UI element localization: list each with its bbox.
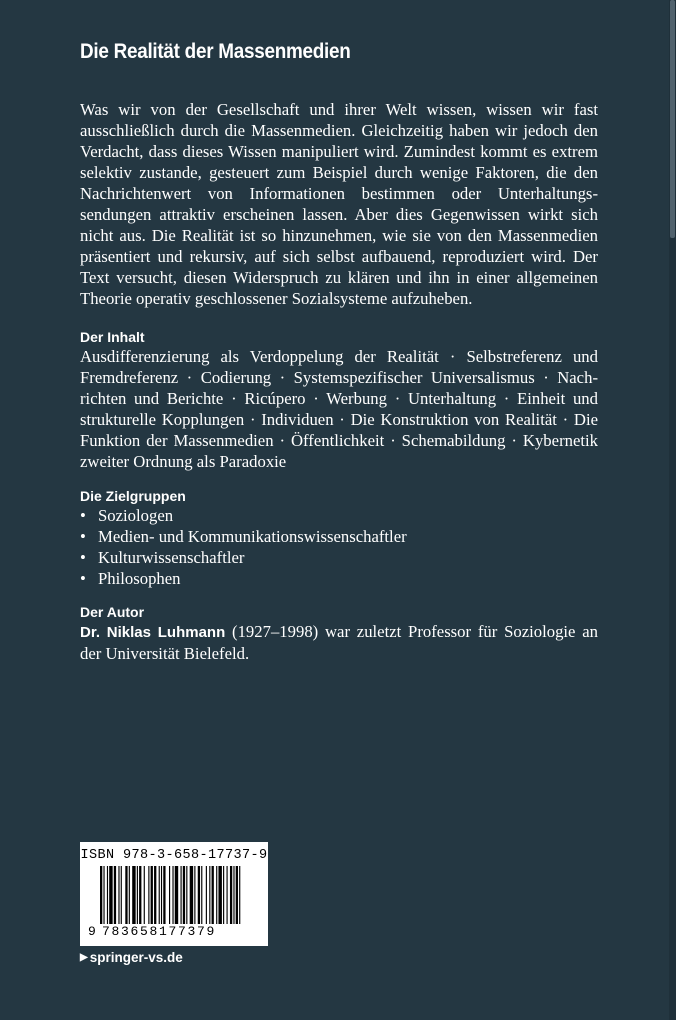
author-name: Dr. Niklas Luhmann [80,624,226,641]
zielgruppen-list [80,505,598,589]
list-item-label: Medien- und Kommunikationswissenschaftler [98,527,407,546]
inhalt-text: Ausdifferenzierung als Verdoppelung der Realität · Selbstreferenz und Fremdreferenz · Codierung · Systemspezifischer Universalismus · Nachrichten und Berichte · Ricúpero · Werbung · Unterhaltung · Einheit und strukturelle Kopplungen · Individuen · Die Konstruktion von Realität · Die Funktion der Massenmedien · Öffentlichkeit · Schemabildung · Kybernetik zweiter Ordnung als Paradoxie [80,347,598,471]
website-url: springer-vs.de [89,950,183,965]
blurb-text: Was wir von der Gesellschaft und ihrer Welt wissen, wissen wir fast ausschließlich durch die Massenmedien. Gleichzeitig haben wir jedoch den Verdacht, dass dieses Wissen manipuliert wird. Zumindest kommt es extrem selektiv zustande, gesteuert zum Beispiel durch wenige Faktoren, die den Nachrichtenwert von Informationen bestimmen oder Unterhaltungssendungen attraktiv erscheinen lassen. Aber dies Gegenwissen wirkt sich nicht aus. Die Realität ist so hinzunehmen, wie sie von den Massenmedien präsentiert und rekursiv, auf sich selbst aufbauend, reproduziert wird. Der Text versucht, diesen Widerspruch zu klären und ihn in einer allgemeinen Theorie operativ geschlossener Sozialsysteme aufzuheben. [80,100,598,308]
barcode-first-digit: 9 [88,924,96,939]
section-heading-zielgruppen: Die Zielgruppen [80,488,186,504]
website-link[interactable] [80,950,183,965]
bullet-icon: • [80,527,86,546]
page-title: Die Realität der Massenmedien [80,40,351,63]
list-item-label: Soziologen [98,506,174,525]
section-autor [80,603,598,664]
section-heading-autor: Der Autor [80,604,145,620]
list-item-label: Kulturwissenschaftler [98,548,245,567]
scrollbar-thumb[interactable] [670,0,675,238]
isbn-label: ISBN 978-3-658-17737-9 [80,848,268,863]
back-cover-content [80,40,598,664]
arrow-right-icon: ▶ [80,952,88,963]
bullet-icon: • [80,506,86,525]
autor-text [80,621,598,664]
author-bio: (1927–1998) war zuletzt Professor für Soziologie an der Universität Bielefeld. [80,622,598,663]
barcode-digit-row: 783658177379 [102,924,217,939]
list-item [80,547,598,568]
bullet-icon: • [80,548,86,567]
section-inhalt [80,328,598,472]
list-item-label: Philosophen [98,569,181,588]
bullet-icon: • [80,569,86,588]
barcode [80,842,268,946]
section-zielgruppen [80,487,598,589]
section-heading-inhalt: Der Inhalt [80,329,145,345]
barcode-bars-icon [80,866,268,930]
list-item [80,505,598,526]
list-item [80,568,598,589]
list-item [80,526,598,547]
